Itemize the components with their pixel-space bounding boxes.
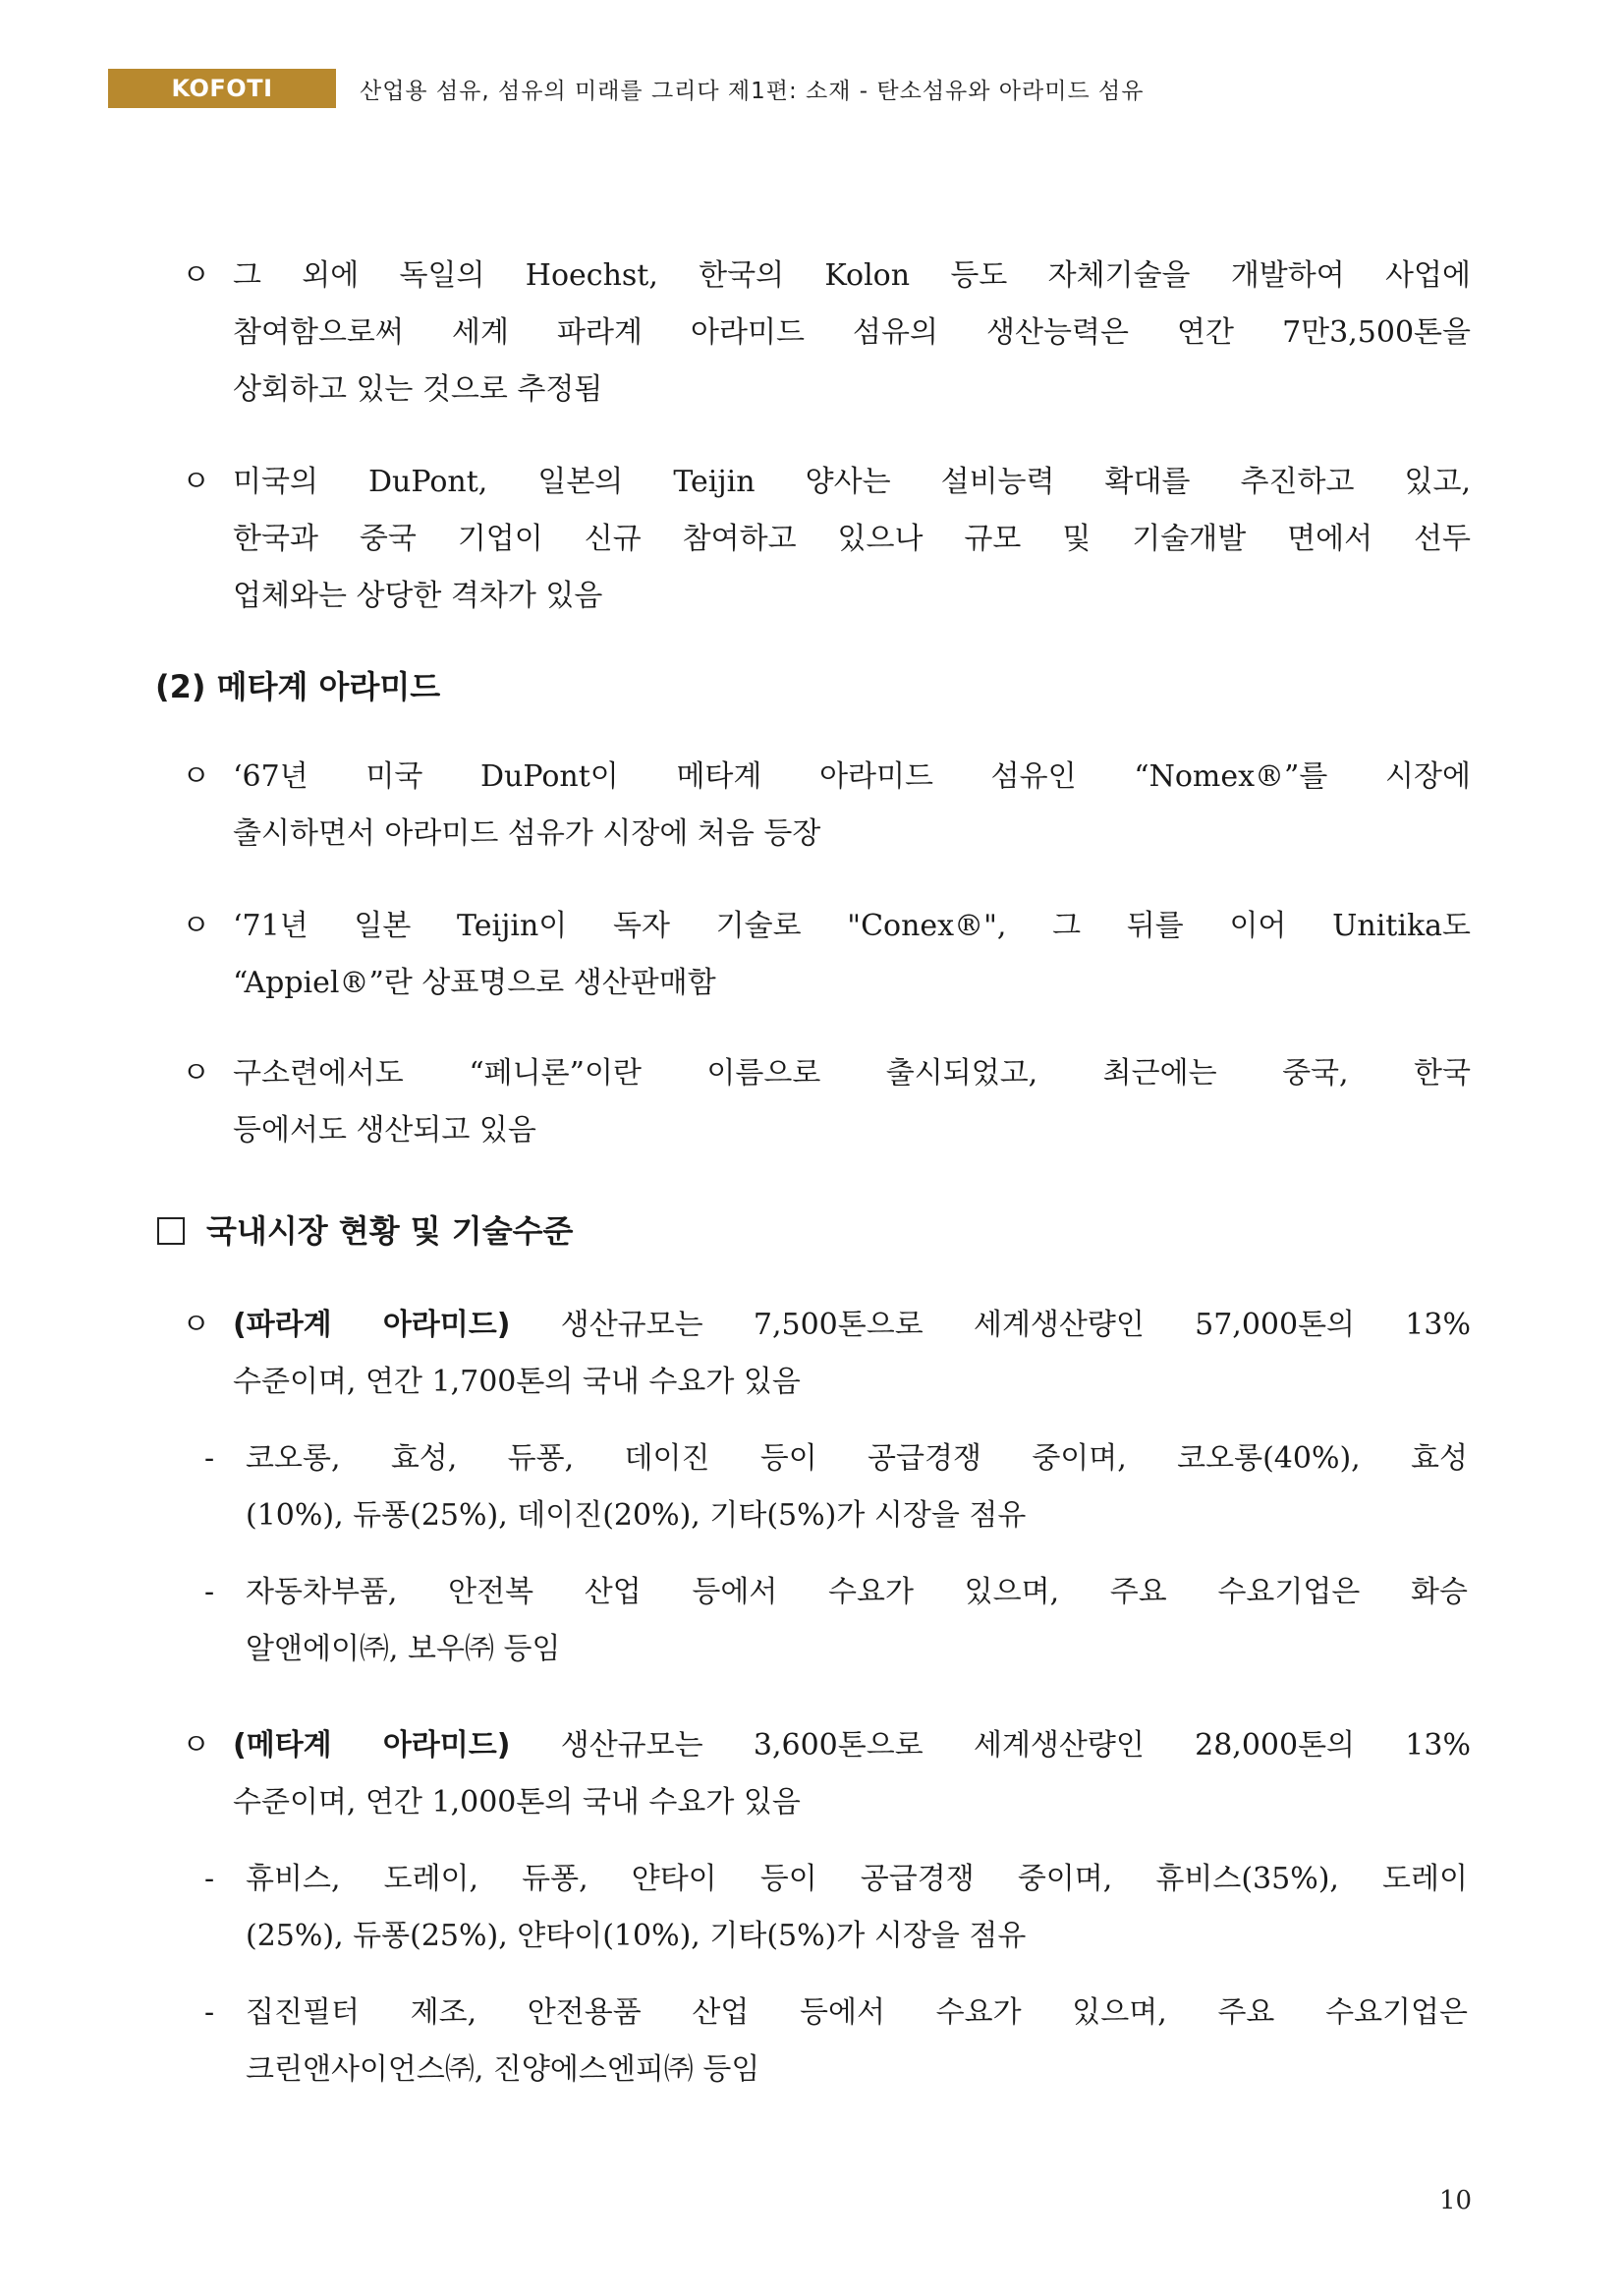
dash-symbol: - xyxy=(204,1862,215,1896)
text-line xyxy=(233,1717,1471,1774)
text-line: 한국과 중국 기업이 신규 참여하고 있으나 규모 및 기술개발 면에서 선두 xyxy=(233,522,1471,556)
text-line: 업체와는 상당한 격차가 있음 xyxy=(233,579,603,613)
bullet-symbol: ㅇ xyxy=(182,759,210,794)
text-line xyxy=(233,1297,1471,1354)
text-line: 코오롱, 효성, 듀퐁, 데이진 등이 공급경쟁 중이며, 코오롱(40%), 효성 xyxy=(246,1441,1468,1476)
text-line: 등에서도 생산되고 있음 xyxy=(233,1113,536,1148)
bullet-symbol: ㅇ xyxy=(182,1308,210,1342)
bullet-symbol: ㅇ xyxy=(182,909,210,943)
bullet-symbol: ㅇ xyxy=(182,1728,210,1763)
text-line: 휴비스, 도레이, 듀퐁, 얀타이 등이 공급경쟁 중이며, 휴비스(35%), 도레이 xyxy=(246,1862,1468,1896)
text-line: (25%), 듀퐁(25%), 얀타이(10%), 기타(5%)가 시장을 점유 xyxy=(246,1919,1027,1953)
text-line: ‘67년 미국 DuPont이 메타계 아라미드 섬유인 “Nomex®”를 시장에 xyxy=(233,759,1471,794)
text-line: 자동차부품, 안전복 산업 등에서 수요가 있으며, 주요 수요기업은 화승 xyxy=(246,1575,1468,1609)
dash-symbol: - xyxy=(204,1995,215,2030)
text-line: 참여함으로써 세계 파라계 아라미드 섬유의 생산능력은 연간 7만3,500톤을 xyxy=(233,315,1471,350)
text-line: “Appiel®”란 상표명으로 생산판매함 xyxy=(233,966,716,1000)
bullet-symbol: ㅇ xyxy=(182,465,210,499)
text-line: 그 외에 독일의 Hoechst, 한국의 Kolon 등도 자체기술을 개발하여 사업에 xyxy=(233,258,1471,293)
category-label: (파라계 아라미드) xyxy=(233,1308,511,1342)
header-title: 산업용 섬유, 섬유의 미래를 그리다 제1편: 소재 - 탄소섬유와 아라미드 섬유 xyxy=(360,78,1145,104)
text-line: 알앤에이㈜, 보우㈜ 등임 xyxy=(246,1632,561,1666)
text-line: 집진필터 제조, 안전용품 산업 등에서 수요가 있으며, 주요 수요기업은 xyxy=(246,1995,1468,2030)
text-line: ‘71년 일본 Teijin이 독자 기술로 "Conex®", 그 뒤를 이어 Unitika도 xyxy=(233,909,1471,943)
text-line: 출시하면서 아라미드 섬유가 시장에 처음 등장 xyxy=(233,816,821,851)
text-line: 수준이며, 연간 1,000톤의 국내 수요가 있음 xyxy=(233,1785,801,1820)
bullet-symbol: ㅇ xyxy=(182,1056,210,1091)
report-badge: KOFOTI Report xyxy=(108,69,336,108)
text-line: (10%), 듀퐁(25%), 데이진(20%), 기타(5%)가 시장을 점유 xyxy=(246,1498,1027,1533)
bullet-symbol: ㅇ xyxy=(182,258,210,293)
text-line: 구소련에서도 “페니론”이란 이름으로 출시되었고, 최근에는 중국, 한국 xyxy=(233,1056,1471,1091)
category-label: (메타계 아라미드) xyxy=(233,1728,511,1763)
text-span: 생산규모는 7,500톤으로 세계생산량인 57,000톤의 13% xyxy=(510,1308,1471,1342)
dash-symbol: - xyxy=(204,1575,215,1609)
running-header xyxy=(108,69,1145,141)
text-line: 수준이며, 연간 1,700톤의 국내 수요가 있음 xyxy=(233,1365,801,1399)
checkbox-square-icon xyxy=(157,1217,185,1245)
section-heading: (2) 메타계 아라미드 xyxy=(155,668,441,705)
dash-symbol: - xyxy=(204,1441,215,1476)
page-number: 10 xyxy=(1439,2186,1473,2215)
box-heading-text: 국내시장 현황 및 기술수준 xyxy=(206,1212,574,1250)
text-line: 미국의 DuPont, 일본의 Teijin 양사는 설비능력 확대를 추진하고 있고, xyxy=(233,465,1471,499)
box-heading xyxy=(157,1203,573,1260)
text-line: 상회하고 있는 것으로 추정됨 xyxy=(233,372,603,407)
text-line: 크린앤사이언스㈜, 진양에스엔피㈜ 등임 xyxy=(246,2052,760,2087)
text-span: 생산규모는 3,600톤으로 세계생산량인 28,000톤의 13% xyxy=(510,1728,1471,1763)
